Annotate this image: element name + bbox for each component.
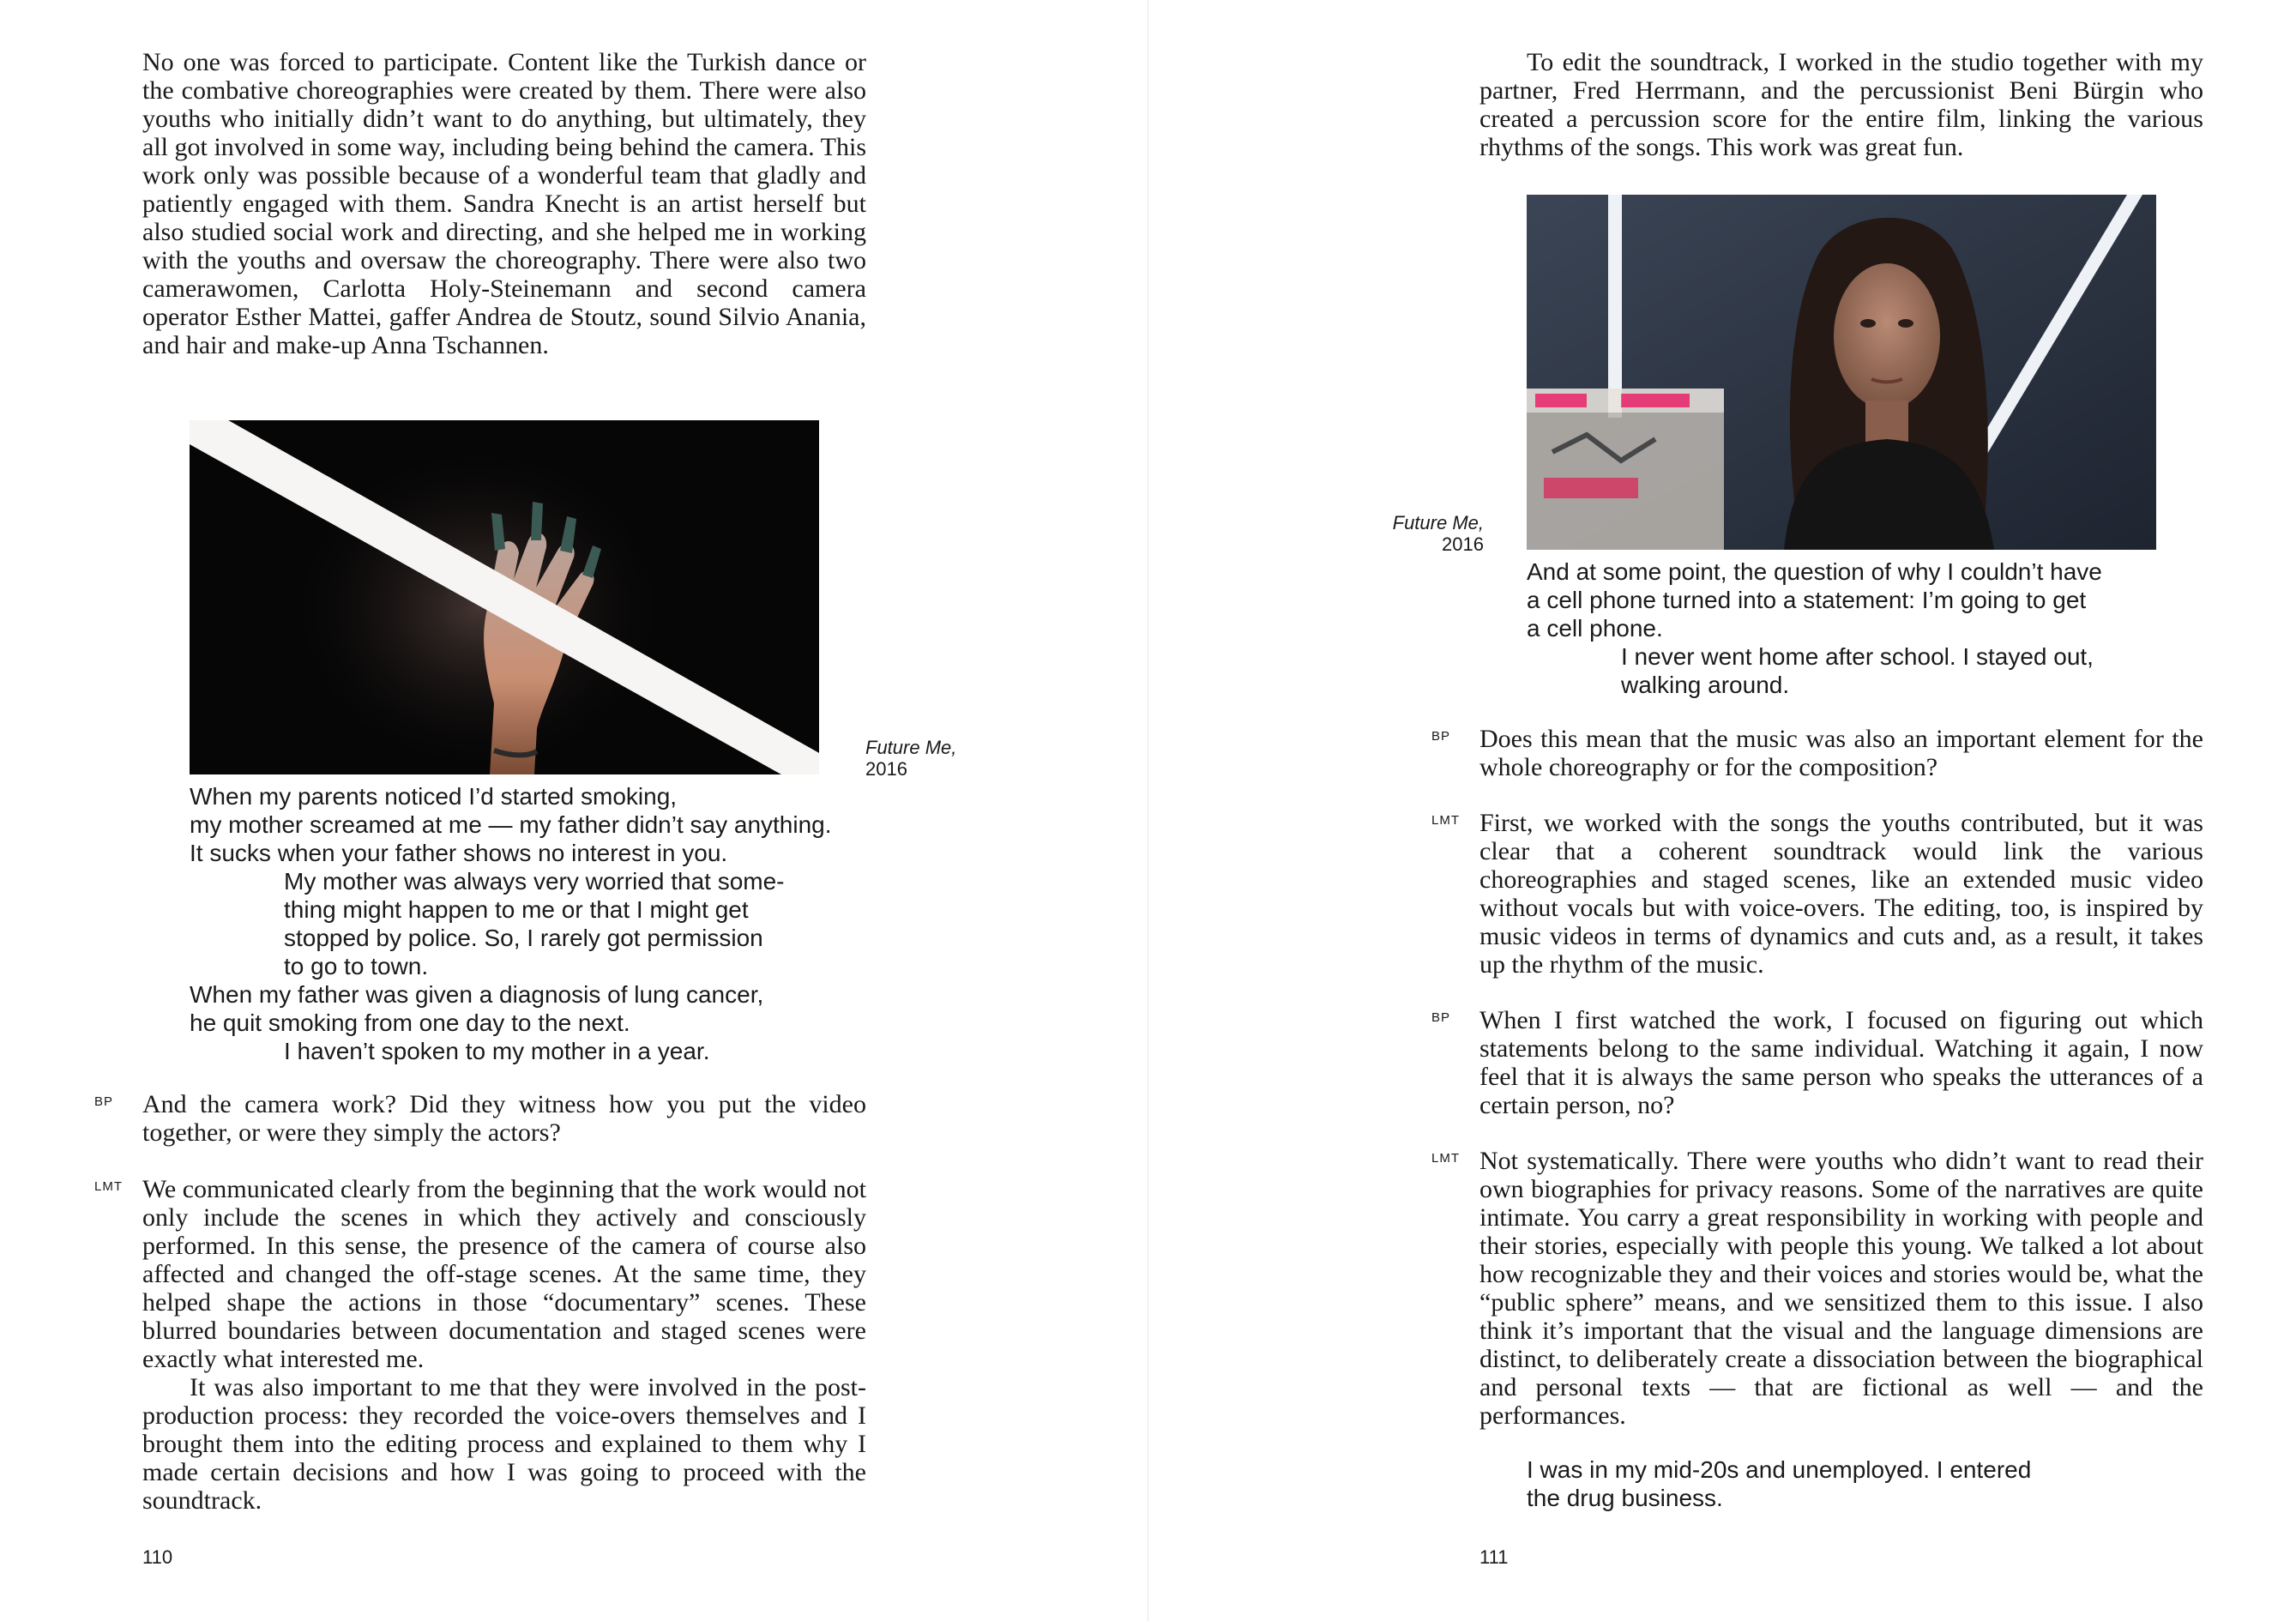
quote-line: And at some point, the question of why I couldn’t have: [1527, 558, 2102, 585]
page-number: 110: [142, 1546, 173, 1568]
speaker-label: LMT: [1431, 1151, 1460, 1166]
figure-caption-left: [865, 737, 956, 780]
right-page: [1148, 0, 2296, 1621]
quote-block-left: [190, 782, 876, 1065]
quote-block-right: [1527, 557, 2213, 699]
answer-paragraph: We communicated clearly from the beginning that the work would not only include the scenes in which they actively and consciously performed. In this sense, the presence of the camera of course also affected and changed the off-stage scenes. At the same time, they helped shape the actions in those “documentary” scenes. These blurred boundaries between documentation and staged scenes were exactly what interested me.: [142, 1175, 867, 1373]
hand-light-image: [190, 420, 819, 774]
quote-line: thing might happen to me or that I might get: [284, 896, 749, 923]
quote-line: to go to town.: [284, 953, 429, 979]
quote-line: I was in my mid-20s and unemployed. I entered: [1527, 1456, 2032, 1483]
caption-title: Future Me,: [1392, 512, 1484, 533]
question-paragraph: When I first watched the work, I focused on figuring out which statements belong to the same individual. Watching it again, I now feel that it is always the same person who speaks the utterances of a certain person, no?: [1479, 1006, 2203, 1119]
question-paragraph: And the camera work? Did they witness how you put the video together, or were they simply the actors?: [142, 1090, 866, 1147]
quote-line: When my father was given a diagnosis of lung cancer,: [190, 981, 764, 1008]
quote-line: When my parents noticed I’d started smoking,: [190, 783, 678, 810]
page-number: 111: [1479, 1546, 1509, 1568]
speaker-label: LMT: [1431, 813, 1460, 828]
figure-caption-right: [1387, 512, 1484, 555]
quote-line: a cell phone.: [1527, 615, 1663, 642]
answer-paragraph: Not systematically. There were youths who didn’t want to read their own biographies for privacy reasons. Some of the narratives are quite intimate. You carry a great responsibility in working with people and their stories, especially with people this young. We talked a lot about how recognizable they and their voices and stories would be, what the “public sphere” means, and we sensitized them to this issue. I also think it’s important that the visual and the language dimensions are distinct, to deliberately create a dissociation between the biographical and personal texts — that are fictional as well — and the performances.: [1479, 1147, 2203, 1430]
intro-paragraph: No one was forced to participate. Content like the Turkish dance or the combative choreographies were created by them. There were also youths who initially didn’t want to do anything, but ultimately, they all got involved in some way, including being behind the camera. This work only was possible because of a wonderful team that gladly and patiently engaged with them. Sandra Knecht is an artist herself but also studied social work and directing, and she helped me in working with the youths and oversaw the choreography. There were also two camerawomen, Carlotta Holy-Steinemann and second camera operator Esther Mattei, gaffer Andrea de Stoutz, sound Silvio Anania, and hair and make-up Anna Tschannen.: [142, 48, 866, 359]
quote-line: the drug business.: [1527, 1485, 1723, 1511]
figure-hand-light: [190, 420, 819, 774]
speaker-label: BP: [1431, 729, 1451, 744]
quote-line: a cell phone turned into a statement: I’m going to get: [1527, 587, 2087, 613]
quote-line: I haven’t spoken to my mother in a year.: [284, 1038, 710, 1064]
quote-line: It sucks when your father shows no interest in you.: [190, 840, 728, 866]
quote-line: walking around.: [1621, 672, 1790, 698]
clapperboard-image: [1527, 195, 2156, 550]
caption-title: Future Me,: [865, 737, 957, 758]
answer-block: [142, 1175, 866, 1515]
closing-quote-block: [1527, 1455, 2213, 1512]
speaker-label: LMT: [94, 1179, 123, 1194]
caption-year: 2016: [865, 758, 907, 780]
answer-paragraph: It was also important to me that they were involved in the post-production process: they recorded the voice-overs themselves and I brought them into the editing process and explained to them why I made certain decisions and how I was going to proceed with the soundtrack.: [142, 1373, 866, 1515]
figure-clapperboard: [1527, 195, 2156, 550]
question-paragraph: Does this mean that the music was also an important element for the whole choreography or for the composition?: [1479, 725, 2203, 781]
quote-line: he quit smoking from one day to the next.: [190, 1009, 630, 1036]
quote-line: I never went home after school. I stayed out,: [1621, 643, 2094, 670]
speaker-label: BP: [1431, 1010, 1451, 1025]
quote-line: My mother was always very worried that some-: [284, 868, 785, 895]
quote-line: stopped by police. So, I rarely got permission: [284, 925, 763, 951]
speaker-label: BP: [94, 1094, 114, 1109]
quote-line: my mother screamed at me — my father didn’t say anything.: [190, 811, 832, 838]
intro-paragraph: To edit the soundtrack, I worked in the studio together with my partner, Fred Herrmann, and the percussionist Beni Bürgin who created a percussion score for the entire film, linking the various rhythms of the songs. This work was great fun.: [1479, 48, 2203, 161]
answer-paragraph: First, we worked with the songs the youths contributed, but it was clear that a coherent soundtrack would link the various choreographies and staged scenes, like an extended music video without vocals but with voice-overs. The editing, too, is inspired by music videos in terms of dynamics and cuts and, as a result, it takes up the rhythm of the music.: [1479, 809, 2203, 979]
caption-year: 2016: [1442, 533, 1484, 555]
